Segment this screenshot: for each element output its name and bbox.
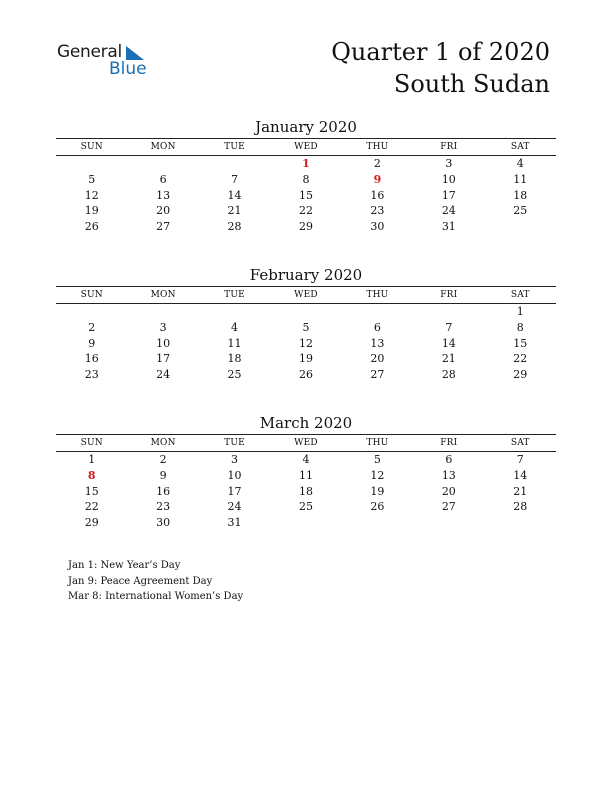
weekday-label: MON [150, 290, 176, 300]
calendar-date [270, 304, 341, 320]
calendar-date: 23 [156, 500, 171, 514]
calendar-date: 2 [88, 320, 96, 334]
weekday-label: FRI [440, 438, 458, 448]
calendar-date: 1 [516, 305, 524, 318]
weekday-label: FRI [440, 290, 458, 300]
calendar-date [199, 156, 270, 172]
calendar-date: 17 [156, 352, 171, 366]
week-row [56, 452, 556, 468]
calendar-date: 25 [298, 500, 313, 514]
calendar-date [270, 515, 341, 531]
calendar-date: 16 [156, 484, 171, 498]
calendar-date: 5 [302, 320, 310, 334]
calendar-date: 21 [513, 484, 528, 498]
calendar-date: 26 [370, 500, 385, 514]
calendar-date: 1 [88, 453, 96, 466]
weekday-label: TUE [224, 290, 245, 300]
weekday-label: SUN [80, 290, 103, 300]
calendar-date: 13 [156, 188, 171, 202]
calendar-date: 5 [373, 453, 381, 466]
calendar-date: 29 [84, 516, 99, 529]
week-row [56, 156, 556, 172]
calendar-date [485, 515, 556, 531]
week-row [56, 468, 556, 484]
calendar-date: 26 [298, 368, 313, 381]
week-row [56, 336, 556, 352]
calendar-date: 4 [516, 157, 524, 170]
calendar-date: 2 [373, 157, 381, 170]
calendar-date: 7 [445, 320, 453, 334]
holiday-note: Jan 9: Peace Agreement Day [68, 575, 213, 587]
calendar-date [199, 304, 270, 320]
calendar-date: 12 [298, 336, 313, 350]
weekday-label: TUE [224, 438, 245, 448]
week-row [56, 203, 556, 219]
calendar-date: 23 [84, 368, 99, 381]
holiday-notes [68, 558, 243, 605]
calendar-date: 11 [227, 336, 242, 350]
calendar-date: 23 [370, 204, 385, 218]
calendar-date [342, 515, 413, 531]
calendar-date: 17 [441, 188, 456, 202]
calendar-date: 8 [516, 320, 524, 334]
calendar-date: 7 [516, 453, 524, 466]
holiday-note: Mar 8: International Women’s Day [68, 591, 244, 602]
weekday-label: WED [294, 142, 318, 152]
weekday-label: THU [366, 142, 389, 152]
calendar-date: 12 [84, 188, 99, 202]
calendar-date [56, 156, 127, 172]
calendar-date: 19 [370, 484, 385, 498]
calendar-date: 13 [370, 336, 385, 350]
calendar-date [127, 156, 198, 172]
calendar-date: 21 [227, 204, 242, 218]
month-calendar [56, 413, 556, 531]
weekday-label: TUE [224, 142, 245, 152]
calendar-date: 3 [159, 320, 167, 334]
calendar-date: 20 [156, 204, 171, 218]
calendar-date: 14 [513, 468, 528, 482]
calendar-date: 7 [231, 172, 239, 186]
month-calendar [56, 265, 556, 383]
calendar-date: 11 [513, 172, 528, 186]
calendar-date: 22 [298, 204, 313, 218]
holiday-date: 8 [87, 468, 96, 482]
weekday-header [56, 138, 556, 156]
weekday-label: FRI [440, 142, 458, 152]
month-title: January 2020 [255, 118, 357, 136]
month-title: March 2020 [259, 414, 353, 432]
week-row [56, 515, 556, 531]
calendar-date: 25 [513, 204, 528, 218]
calendar-date: 15 [513, 336, 528, 350]
calendar-date: 19 [84, 204, 99, 218]
calendar-date: 8 [302, 172, 310, 186]
logo-blue-text: Blue [109, 59, 147, 79]
week-row [56, 304, 556, 320]
calendar-date: 4 [231, 320, 239, 334]
calendar-date: 27 [370, 368, 385, 381]
calendar-date: 28 [227, 220, 242, 233]
calendar-date: 28 [441, 368, 456, 381]
calendar-date: 10 [156, 336, 171, 350]
week-row [56, 351, 556, 367]
month-calendar [56, 117, 556, 235]
calendar-date: 3 [231, 453, 239, 466]
calendar-date: 10 [227, 468, 242, 482]
week-row [56, 188, 556, 204]
calendar-date: 13 [441, 468, 456, 482]
calendar-date: 6 [373, 320, 381, 334]
weekday-label: MON [150, 438, 176, 448]
title-country: South Sudan [393, 70, 550, 98]
calendar-date: 26 [84, 220, 99, 233]
weekday-label: THU [366, 438, 389, 448]
week-row [56, 219, 556, 235]
calendar-date: 19 [298, 352, 313, 366]
calendar-date: 14 [227, 188, 242, 202]
calendar-date: 10 [441, 172, 456, 186]
calendar-date: 11 [298, 468, 313, 482]
calendar-date: 14 [441, 336, 456, 350]
weekday-label: SUN [80, 438, 103, 448]
calendar-date: 24 [227, 500, 242, 514]
week-row [56, 499, 556, 515]
calendar-date [413, 515, 484, 531]
weekday-label: THU [366, 290, 389, 300]
calendar-date: 24 [156, 368, 171, 381]
week-row [56, 320, 556, 336]
calendar-date: 9 [159, 468, 167, 482]
calendar-date: 12 [370, 468, 385, 482]
calendar-date: 17 [227, 484, 242, 498]
calendar-date: 2 [159, 453, 167, 466]
calendar-date: 21 [441, 352, 456, 366]
weekday-label: WED [294, 438, 318, 448]
calendar-date: 16 [370, 188, 385, 202]
calendar-date [413, 304, 484, 320]
weekday-label: SAT [510, 142, 530, 152]
calendar-date: 18 [298, 484, 313, 498]
calendar-date: 25 [227, 368, 242, 381]
holiday-date: 9 [373, 172, 382, 186]
month-title: February 2020 [249, 266, 363, 284]
holiday-date: 1 [302, 157, 310, 170]
calendar-date: 15 [84, 484, 99, 498]
calendar-date: 4 [302, 453, 310, 466]
weekday-label: SAT [510, 290, 530, 300]
calendar-date: 3 [445, 157, 453, 170]
calendar-date [127, 304, 198, 320]
calendar-date: 31 [441, 220, 456, 233]
title-quarter: Quarter 1 of 2020 [331, 38, 550, 66]
calendar-date: 29 [513, 368, 528, 381]
calendar-date: 27 [441, 500, 456, 514]
calendar-date: 16 [84, 352, 99, 366]
weekday-label: MON [150, 142, 176, 152]
week-row [56, 484, 556, 500]
calendar-date [56, 304, 127, 320]
logo-general-text: General [57, 42, 122, 62]
week-row [56, 367, 556, 383]
week-row [56, 172, 556, 188]
calendar-date [342, 304, 413, 320]
calendar-date: 18 [513, 188, 528, 202]
weekday-label: WED [294, 290, 318, 300]
weekday-label: SAT [510, 438, 530, 448]
calendar-date: 20 [441, 484, 456, 498]
calendar-date: 5 [88, 172, 96, 186]
calendar-date: 6 [445, 453, 453, 466]
holiday-note: Jan 1: New Year’s Day [68, 560, 181, 571]
calendar-date: 28 [513, 500, 528, 514]
calendar-date: 30 [370, 220, 385, 233]
calendar-date: 15 [298, 188, 313, 202]
calendar-date: 24 [441, 204, 456, 218]
calendar-date: 18 [227, 352, 242, 366]
weekday-header [56, 434, 556, 452]
calendar-date: 20 [370, 352, 385, 366]
calendar-date: 27 [156, 220, 171, 233]
page-title [331, 36, 550, 100]
calendar-date: 6 [159, 172, 167, 186]
logo [57, 42, 147, 79]
calendar-date: 22 [513, 352, 528, 366]
calendar-date: 22 [84, 500, 99, 514]
calendar-date: 9 [88, 336, 96, 350]
weekday-label: SUN [80, 142, 103, 152]
weekday-header [56, 286, 556, 304]
calendar-date: 30 [156, 516, 171, 529]
calendar-date [485, 219, 556, 235]
calendar-date: 31 [227, 516, 242, 529]
logo-triangle-icon [124, 46, 144, 60]
calendar-date: 29 [298, 220, 313, 233]
